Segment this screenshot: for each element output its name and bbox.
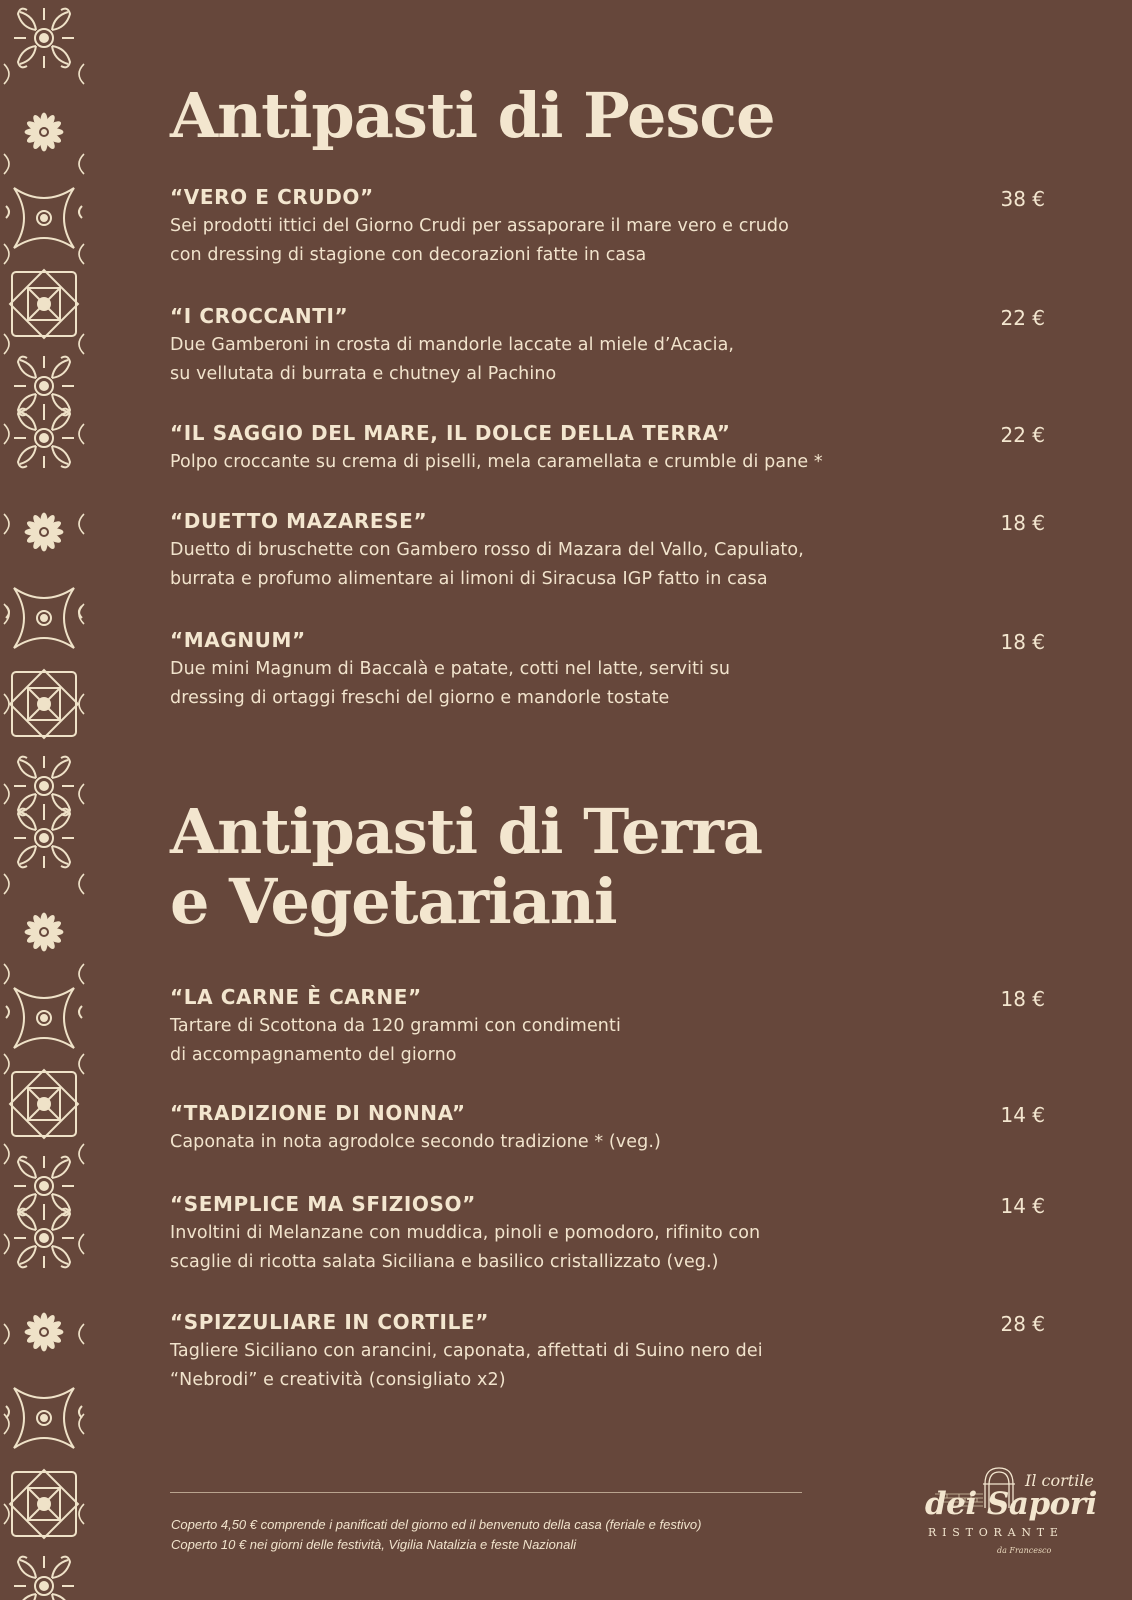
flower-motif: [25, 1313, 64, 1352]
item-description: Due Gamberoni in crosta di mandorle laccate al miele d’Acacia, su vellutata di burrata e chutney al Pachino: [170, 335, 735, 384]
item-price: 22 €: [1000, 306, 1045, 330]
item-name: “DUETTO MAZARESE”: [170, 509, 428, 533]
scroll-motif: [14, 8, 74, 68]
item-description: Due mini Magnum di Baccalà e patate, cotti nel latte, serviti su dressing di ortaggi freschi del giorno e mandorle tostate: [170, 659, 731, 708]
logo-line-2: dei Sapori: [925, 1486, 1097, 1522]
item-description: Tartare di Scottona da 120 grammi con condimenti di accompagnamento del giorno: [170, 1016, 621, 1065]
cover-charge-note: Coperto 4,50 € comprende i panificati del giorno ed il benvenuto della casa (feriale e festivo): [171, 1517, 702, 1532]
item-price: 14 €: [1000, 1194, 1045, 1218]
item-name: “VERO E CRUDO”: [170, 185, 374, 209]
logo-line-1: Il cortile: [1025, 1471, 1094, 1490]
tile-pattern: [0, 0, 90, 1600]
menu-content: [170, 0, 1050, 1600]
holiday-cover-note: Coperto 10 € nei giorni delle festività, Vigilia Natalizia e feste Nazionali: [171, 1537, 577, 1552]
logo-line-4: da Francesco: [997, 1546, 1052, 1555]
scroll-motif: [14, 1208, 74, 1268]
item-name: “SPIZZULIARE IN CORTILE”: [170, 1310, 489, 1334]
edge-curl: [4, 874, 84, 894]
item-price: 14 €: [1000, 1103, 1045, 1127]
flower-motif: [25, 113, 64, 152]
lobe-tile-motif: [6, 988, 82, 1048]
item-name: “IL SAGGIO DEL MARE, IL DOLCE DELLA TERRA”: [170, 421, 731, 445]
lobe-tile-motif: [6, 1388, 82, 1448]
item-description: Duetto di bruschette con Gambero rosso di Mazara del Vallo, Capuliato, burrata e profumo alimentare ai limoni di Siracusa IGP fatto in casa: [170, 540, 804, 589]
menu-item: [170, 1307, 1045, 1395]
scroll-motif: [14, 1556, 74, 1600]
restaurant-logo: [925, 1462, 1095, 1572]
menu-item: [170, 1189, 1045, 1277]
section-title-pesce: Antipasti di Pesce: [170, 79, 775, 152]
menu-item: [170, 301, 1045, 389]
square-tile-motif: [10, 1070, 78, 1138]
scroll-motif: [14, 756, 74, 816]
item-price: 18 €: [1000, 987, 1045, 1011]
item-name: “SEMPLICE MA SFIZIOSO”: [170, 1192, 476, 1216]
item-price: 22 €: [1000, 423, 1045, 447]
flower-motif: [25, 913, 64, 952]
footer-notes: [171, 1515, 701, 1555]
flower-motif: [25, 513, 64, 552]
scroll-motif: [14, 808, 74, 868]
item-name: “I CROCCANTI”: [170, 304, 349, 328]
menu-item: [170, 625, 1045, 713]
item-name: “MAGNUM”: [170, 628, 306, 652]
item-description: Tagliere Siciliano con arancini, caponata, affettati di Suino nero dei “Nebrodi” e creatività (consigliato x2): [170, 1341, 763, 1390]
edge-curl: [4, 154, 84, 174]
scroll-motif: [14, 1156, 74, 1216]
menu-item: [170, 1098, 1045, 1157]
menu-item: [170, 418, 1045, 477]
menu-item: [170, 506, 1045, 594]
section-title-terra: Antipasti di Terra e Vegetariani: [170, 795, 763, 938]
square-tile-motif: [10, 670, 78, 738]
footer-divider: [170, 1492, 802, 1493]
lobe-tile-motif: [6, 588, 82, 648]
decorative-tile-border: [0, 0, 90, 1600]
item-name: “TRADIZIONE DI NONNA”: [170, 1101, 466, 1125]
logo-line-3: RISTORANTE: [928, 1526, 1064, 1539]
item-description: Caponata in nota agrodolce secondo tradizione * (veg.): [170, 1132, 661, 1152]
item-name: “LA CARNE È CARNE”: [170, 985, 422, 1009]
lobe-tile-motif: [6, 188, 82, 248]
square-tile-motif: [10, 1470, 78, 1538]
item-price: 18 €: [1000, 630, 1045, 654]
square-tile-motif: [10, 270, 78, 338]
menu-item: [170, 982, 1045, 1070]
item-price: 38 €: [1000, 187, 1045, 211]
menu-item: [170, 182, 1045, 270]
item-description: Polpo croccante su crema di piselli, mela caramellata e crumble di pane *: [170, 452, 823, 472]
item-description: Involtini di Melanzane con muddica, pinoli e pomodoro, rifinito con scaglie di ricotta salata Siciliana e basilico cristallizzato (veg.): [170, 1223, 761, 1272]
item-price: 28 €: [1000, 1312, 1045, 1336]
edge-curl: [4, 964, 84, 984]
scroll-motif: [14, 356, 74, 416]
item-price: 18 €: [1000, 511, 1045, 535]
scroll-motif: [14, 408, 74, 468]
item-description: Sei prodotti ittici del Giorno Crudi per assaporare il mare vero e crudo con dressing di stagione con decorazioni fatte in casa: [170, 216, 789, 265]
